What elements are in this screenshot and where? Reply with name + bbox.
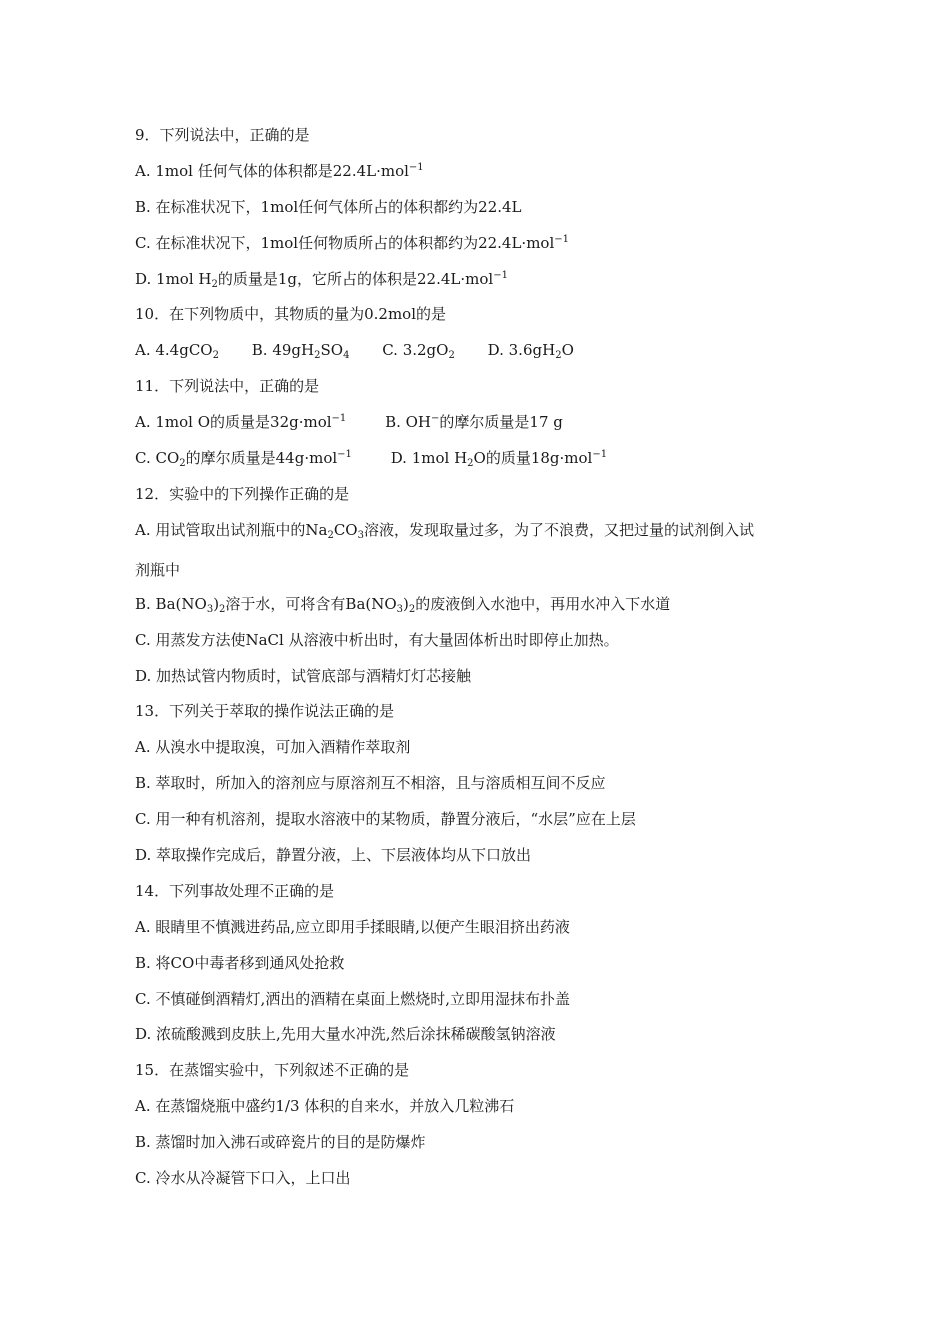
question-12-option-b: B. $Ba(NO_3)_2$溶于水，可将含有$Ba(NO_3)_2$的废液倒入水池中，再用水冲入下水道 bbox=[135, 594, 671, 615]
question-13-stem: 13．下列关于萃取的操作说法正确的是 bbox=[135, 702, 395, 721]
question-13-option-a: A. 从溴水中提取溴，可加入酒精作萃取剂 bbox=[135, 738, 411, 757]
question-9-option-a: A. 1mol 任何气体的体积都是22.4L·mol$^{-1}$ bbox=[135, 161, 424, 180]
question-15-stem: 15．在蒸馏实验中，下列叙述不正确的是 bbox=[135, 1061, 410, 1080]
question-14-stem: 14．下列事故处理不正确的是 bbox=[135, 881, 335, 900]
question-9-option-d: D. 1mol $H_2$的质量是1g，它所占的体积是22.4L·mol$^{-1}$ bbox=[135, 269, 508, 290]
question-13-option-b: B. 萃取时，所加入的溶剂应与原溶剂互不相溶，且与溶质相互间不反应 bbox=[135, 774, 606, 793]
question-11-options-cd bbox=[135, 441, 835, 477]
question-11-option-a: A. 1mol O的质量是32g·mol$^{-1}$ bbox=[135, 413, 347, 432]
question-10-stem: 10．在下列物质中，其物质的量为0.2mol的是 bbox=[135, 305, 446, 324]
question-11-option-b: B. OH−的摩尔质量是17 g bbox=[385, 413, 563, 432]
question-13-option-d: D. 萃取操作完成后，静置分液，上、下层液体均从下口放出 bbox=[135, 846, 532, 865]
question-14-option-a: A. 眼睛里不慎溅进药品,应立即用手揉眼睛,以便产生眼泪挤出药液 bbox=[135, 917, 570, 936]
question-12-option-a-continued: 剂瓶中 bbox=[135, 560, 181, 579]
question-15-option-a: A. 在蒸馏烧瓶中盛约1/3 体积的自来水，并放入几粒沸石 bbox=[135, 1097, 515, 1116]
question-11-option-c: C. $CO_2$的摩尔质量是44g·mol$^{-1}$ bbox=[135, 449, 352, 470]
question-11-stem: 11．下列说法中，正确的是 bbox=[135, 377, 320, 396]
document-page bbox=[135, 118, 835, 1197]
question-9-option-b: B. 在标准状况下，1mol任何气体所占的体积都约为22.4L bbox=[135, 197, 522, 216]
question-14-option-b: B. 将CO中毒者移到通风处抢救 bbox=[135, 953, 345, 972]
question-9-option-c: C. 在标准状况下，1mol任何物质所占的体积都约为22.4L·mol$^{-1}$ bbox=[135, 233, 570, 252]
question-14-option-d: D. 浓硫酸溅到皮肤上,先用大量水冲洗,然后涂抹稀碳酸氢钠溶液 bbox=[135, 1025, 556, 1044]
question-13-option-c: C. 用一种有机溶剂，提取水溶液中的某物质，静置分液后，“水层”应在上层 bbox=[135, 810, 636, 829]
question-10-option-d: D. $3.6gH_2O$ bbox=[487, 341, 574, 362]
question-11-options-ab bbox=[135, 405, 835, 441]
question-12-stem: 12．实验中的下列操作正确的是 bbox=[135, 484, 350, 503]
question-12-option-d: D. 加热试管内物质时，试管底部与酒精灯灯芯接触 bbox=[135, 666, 472, 685]
question-10-option-c: C. $3.2gO_2$ bbox=[382, 341, 455, 362]
question-12-option-a: A. 用试管取出试剂瓶中的$Na_2CO_3$溶液，发现取量过多，为了不浪费，又把过量的试剂倒入试 bbox=[135, 520, 754, 541]
question-15-option-c: C. 冷水从冷凝管下口入，上口出 bbox=[135, 1169, 351, 1188]
question-15-option-b: B. 蒸馏时加入沸石或碎瓷片的目的是防爆炸 bbox=[135, 1133, 426, 1152]
question-10-options bbox=[135, 333, 835, 369]
question-14-option-c: C. 不慎碰倒酒精灯,洒出的酒精在桌面上燃烧时,立即用湿抹布扑盖 bbox=[135, 989, 571, 1008]
question-10-option-b: B. $49gH_2SO_4$ bbox=[251, 341, 350, 362]
question-12-option-c: C. 用蒸发方法使NaCl 从溶液中析出时，有大量固体析出时即停止加热。 bbox=[135, 630, 619, 649]
question-11-option-d: D. 1mol $H_2O$的质量18g·mol$^{-1}$ bbox=[390, 449, 608, 470]
question-10-option-a: A. 4.4gCO$_2$ bbox=[135, 341, 219, 362]
question-9-stem: 9．下列说法中，正确的是 bbox=[135, 126, 310, 144]
